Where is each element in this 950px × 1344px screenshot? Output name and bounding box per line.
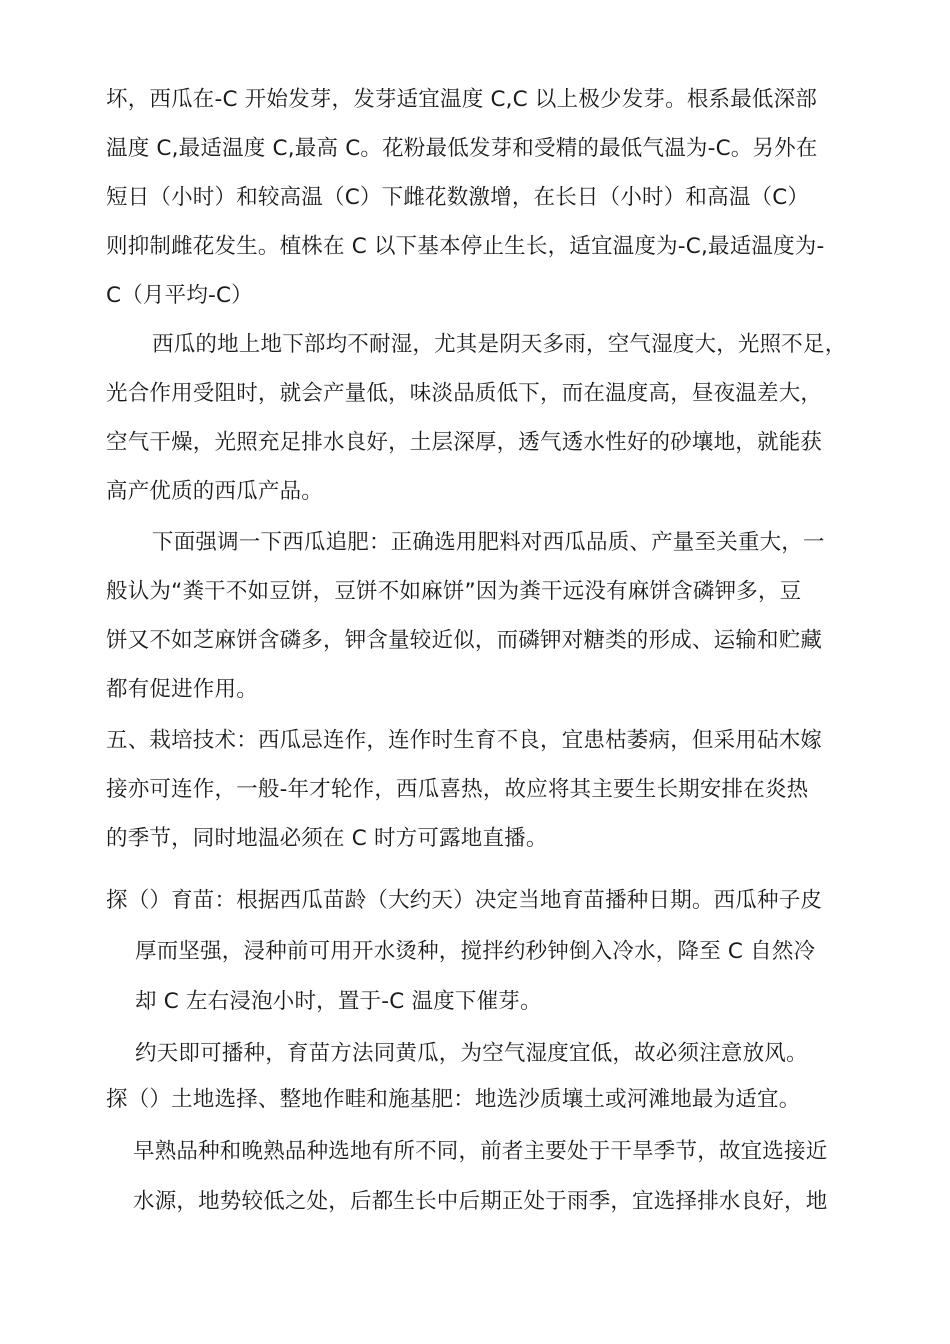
text-line: 早熟品种和晚熟品种选地有所不同，前者主要处于干旱季节，故宜选接近 [133,1139,828,1164]
text-line: 坏，西瓜在-C 开始发芽，发芽适宜温度 C,C 以上极少发芽。根系最低深部 [106,87,818,112]
list-item-seedling: 探（）育苗：根据西瓜苗龄（大约天）决定当地育苗播种日期。西瓜种子皮 [106,888,823,913]
text-line: 厚而坚强，浸种前可用开水烫种，搅拌约秒钟倒入冷水，降至 C 自然冷 [135,939,816,964]
text-line: 的季节，同时地温必须在 C 时方可露地直播。 [106,826,548,851]
text-line: 下面强调一下西瓜追肥：正确选用肥料对西瓜品质、产量至关重大，一 [152,530,825,555]
text-line: 饼又不如芝麻饼含磷多，钾含量较近似，而磷钾对糖类的形成、运输和贮藏 [106,628,823,653]
text-line: 水源，地势较低之处，后都生长中后期正处于雨季，宜选择排水良好，地 [133,1189,828,1214]
text-line: 西瓜的地上地下部均不耐湿，尤其是阴天多雨，空气湿度大，光照不足， [152,332,847,357]
text-line: C（月平均-C） [106,283,253,308]
text-line: 接亦可连作，一般-年才轮作，西瓜喜热，故应将其主要生长期安排在炎热 [106,777,809,802]
text-line: 则抑制雌花发生。植株在 C 以下基本停止生长，适宜温度为-C,最适温度为- [106,234,825,259]
text-line: 空气干燥，光照充足排水良好，土层深厚，透气透水性好的砂壤地，就能获 [106,430,823,455]
list-item-land-selection: 探（）土地选择、整地作畦和施基肥：地选沙质壤土或河滩地最为适宜。 [106,1087,801,1112]
section-heading-line: 五、栽培技术：西瓜忌连作，连作时生育不良，宜患枯萎病，但采用砧木嫁 [106,728,823,753]
text-line: 温度 C,最适温度 C,最高 C。花粉最低发芽和受精的最低气温为-C。另外在 [106,136,818,161]
text-line: 约天即可播种，育苗方法同黄瓜，为空气湿度宜低，故必须注意放风。 [135,1041,808,1066]
text-line: 却 C 左右浸泡小时，置于-C 温度下催芽。 [135,989,542,1014]
text-line: 高产优质的西瓜产品。 [106,479,324,504]
text-line: 般认为“粪干不如豆饼，豆饼不如麻饼”因为粪干远没有麻饼含磷钾多，豆 [106,579,802,604]
text-line: 都有促进作用。 [106,677,258,702]
text-line: 光合作用受阻时，就会产量低，味淡品质低下，而在温度高，昼夜温差大， [106,381,823,406]
text-line: 短日（小时）和较高温（C）下雌花数激增，在长日（小时）和高温（C） [106,185,810,210]
